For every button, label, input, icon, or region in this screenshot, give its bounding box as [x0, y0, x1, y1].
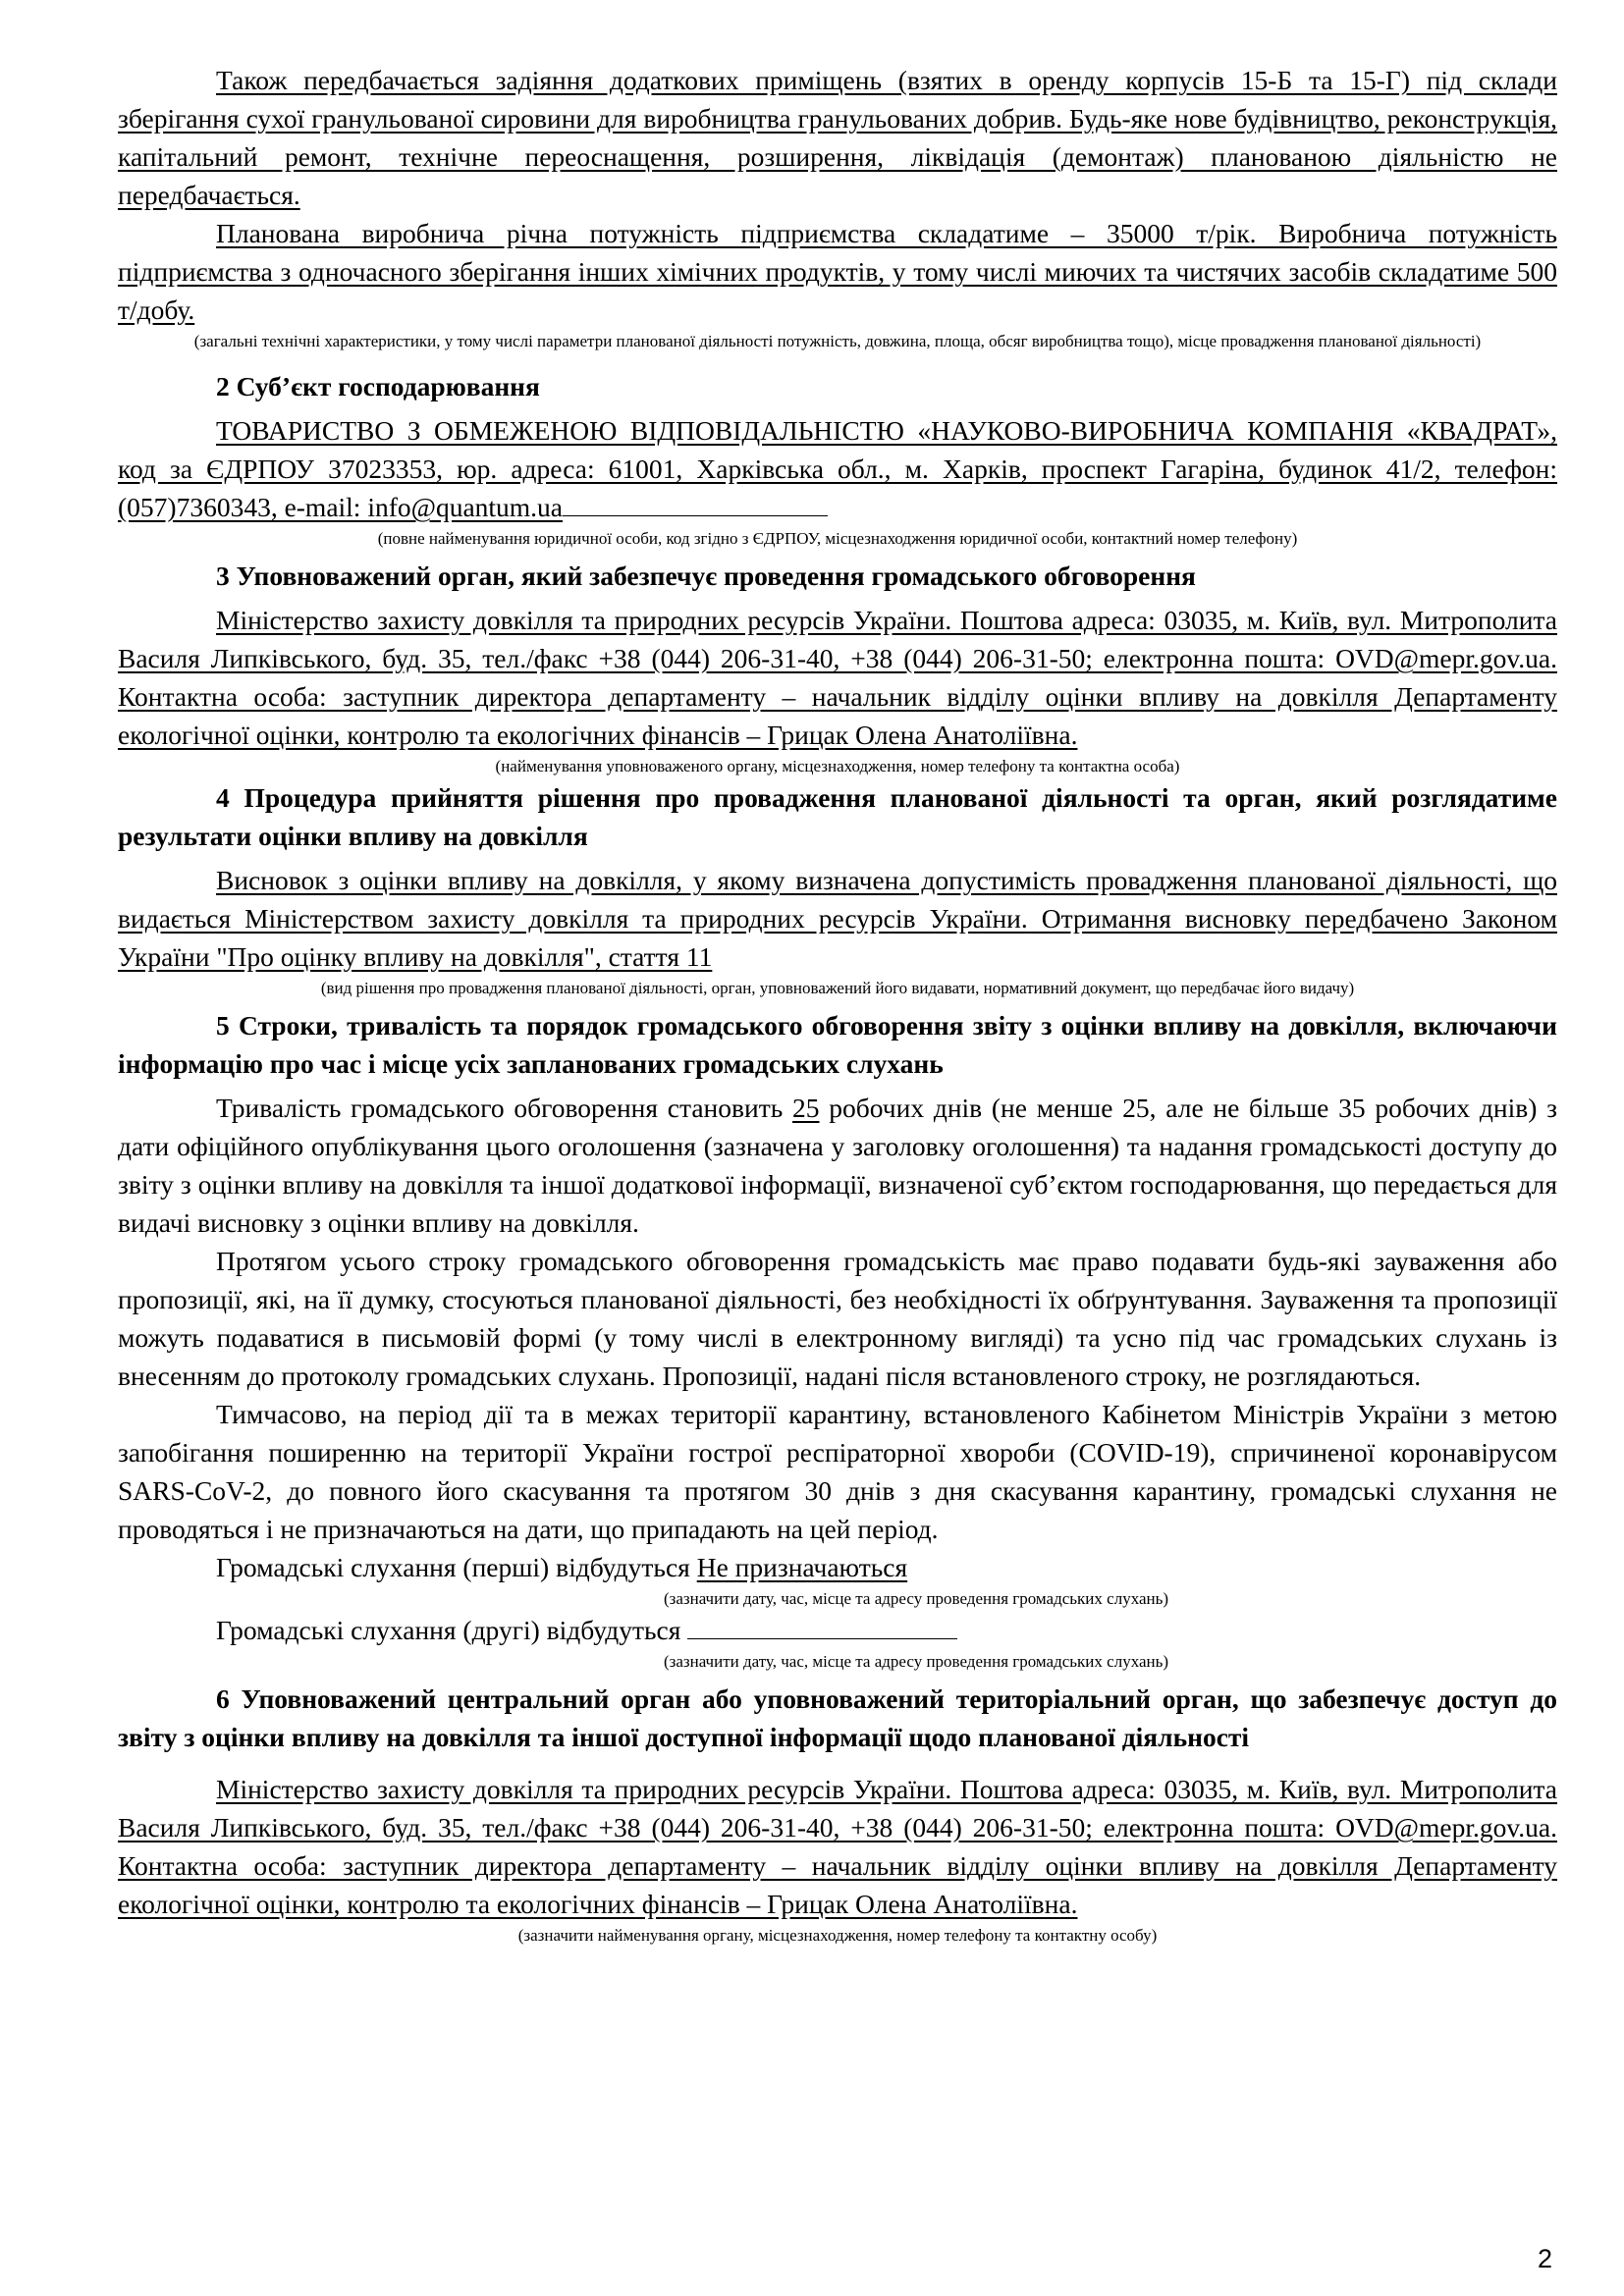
section6-text: Міністерство захисту довкілля та природних ресурсів України. Поштова адреса: 03035, м. Київ, вул. Митрополита Василя Липківського, буд. 35, тел./факс +38 (044) 206-31-40, +38 (044) 206-31-50; електронна пошта: OVD@mepr.gov.ua. Контактна особа: заступник директора департаменту – начальник відділу оцінки впливу на довкілля Департаменту екологічної оцінки, контролю та екологічних фінансів – Грицак Олена Анатоліївна. [118, 1774, 1557, 1919]
section1-capacity-paragraph: Планована виробнича річна потужність підприємства складатиме – 35000 т/рік. Виробнича потужність підприємства з одночасного зберігання інших хімічних продуктів, у тому числі миючих та чистячих засобів складатиме 500 т/добу. [118, 218, 1557, 325]
section4-caption: (вид рішення про провадження планованої діяльності, орган, уповноважений його видавати, нормативний документ, що передбачає його видачу) [320, 979, 1355, 997]
hearing2-blank [687, 1613, 957, 1639]
fill-line [563, 515, 828, 516]
section2-caption: (повне найменування юридичної особи, код згідно з ЄДРПОУ, місцезнаходження юридичної особи, контактний номер телефону) [377, 529, 1298, 548]
section3-heading: 3 Уповноважений орган, який забезпечує проведення громадського обговорення [216, 561, 1196, 591]
section3-caption: (найменування уповноваженого органу, місцезнаходження, номер телефону та контактна особа) [495, 757, 1180, 775]
section5-quarantine-paragraph: Тимчасово, на період дії та в межах території карантину, встановленого Кабінетом Міністрів України з метою запобігання поширенню на території України гострої респіраторної хвороби (COVID-19), спричиненої коронавірусом SARS-CoV-2, до повного його скасування та протягом 30 днів з дня скасування карантину, громадські слухання не проводяться і не призначаються на дати, що припадають на цей період. [118, 1399, 1557, 1544]
section4-text: Висновок з оцінки впливу на довкілля, у якому визначена допустимість провадження планованої діяльності, що видається Міністерством захисту довкілля та природних ресурсів України. Отримання висновку передбачено Законом України "Про оцінку впливу на довкілля", стаття 11 [118, 865, 1557, 972]
page-number: 2 [1538, 2244, 1553, 2273]
hearing2-caption: (зазначити дату, час, місце та адресу проведення громадських слухань) [663, 1652, 1169, 1671]
hearing1-caption: (зазначити дату, час, місце та адресу проведення громадських слухань) [663, 1589, 1169, 1608]
duration-days: 25 [792, 1093, 820, 1123]
section3-text: Міністерство захисту довкілля та природних ресурсів України. Поштова адреса: 03035, м. Київ, вул. Митрополита Василя Липківського, буд. 35, тел./факс +38 (044) 206-31-40, +38 (044) 206-31-50; електронна пошта: OVD@mepr.gov.ua. Контактна особа: заступник директора департаменту – начальник відділу оцінки впливу на довкілля Департаменту екологічної оцінки, контролю та екологічних фінансів – Грицак Олена Анатоліївна. [118, 605, 1557, 750]
hearing1-line: Громадські слухання (перші) відбудуться Не призначаються [216, 1552, 908, 1582]
hearing2-line: Громадські слухання (другі) відбудуться [118, 1611, 1557, 1649]
section2-heading: 2 Суб’єкт господарювання [216, 371, 540, 401]
section5-heading: 5 Строки, тривалість та порядок громадського обговорення звіту з оцінки впливу на довкілля, включаючи інформацію про час і місце усіх запланованих громадських слухань [118, 1010, 1557, 1079]
section1-paragraph: Також передбачається задіяння додаткових приміщень (взятих в оренду корпусів 15-Б та 15-Г) під склади зберігання сухої гранульованої сировини для виробництва гранульованих добрив. Будь-яке нове будівництво, реконструкція, капітальний ремонт, технічне переоснащення, розширення, ліквідація (демонтаж) планованою діяльністю не передбачається. [118, 65, 1557, 210]
document-page [118, 61, 1557, 1948]
hearing1-value: Не призначаються [696, 1552, 908, 1582]
section6-heading: 6 Уповноважений центральний орган або уповноважений територіальний орган, що забезпечує доступ до звіту з оцінки впливу на довкілля та іншої доступної інформації щодо планованої діяльності [118, 1683, 1557, 1752]
section6-caption: (зазначити найменування органу, місцезнаходження, номер телефону та контактну особу) [517, 1926, 1158, 1945]
section1-caption: (загальні технічні характеристики, у тому числі параметри планованої діяльності потужність, довжина, площа, обсяг виробництва тощо), місце провадження планованої діяльності) [193, 332, 1482, 350]
section2-text: ТОВАРИСТВО З ОБМЕЖЕНОЮ ВІДПОВІДАЛЬНІСТЮ «НАУКОВО-ВИРОБНИЧА КОМПАНІЯ «КВАДРАТ», код за ЄДРПОУ 37023353, юр. адреса: 61001, Харківська обл., м. Харків, проспект Гагаріна, будинок 41/2, телефон: (057)7360343, e-mail: info@quantum.ua [118, 415, 1557, 522]
section5-comments-paragraph: Протягом усього строку громадського обговорення громадськість має право подавати будь-які зауваження або пропозиції, які, на її думку, стосуються планованої діяльності, без необхідності їх обґрунтування. Зауваження та пропозиції можуть подаватися в письмовій формі (у тому числі в електронному вигляді) та усно під час громадських слухань із внесенням до протоколу громадських слухань. Пропозиції, надані після встановленого строку, не розглядаються. [118, 1246, 1557, 1391]
section4-heading: 4 Процедура прийняття рішення про провадження планованої діяльності та орган, який розглядатиме результати оцінки впливу на довкілля [118, 782, 1557, 851]
section5-duration-paragraph: Тривалість громадського обговорення становить 25 робочих днів (не менше 25, але не більше 35 робочих днів) з дати офіційного опублікування цього оголошення (зазначена у заголовку оголошення) та надання громадськості доступу до звіту з оцінки впливу на довкілля та іншої додаткової інформації, визначеної суб’єктом господарювання, що передається для видачі висновку з оцінки впливу на довкілля. [118, 1093, 1557, 1238]
